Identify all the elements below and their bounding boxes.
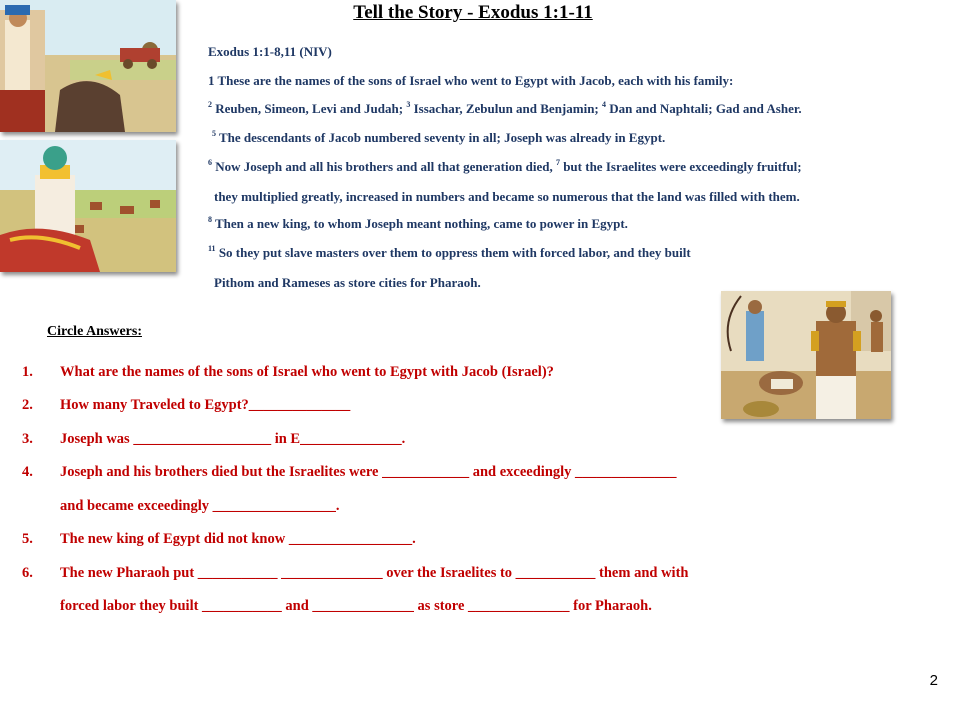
verse-line: Pithom and Rameses as store cities for Pharaoh. [214, 275, 481, 290]
page-title: Tell the Story - Exodus 1:1-11 [353, 2, 593, 23]
verse-line: $^8$ Then a new king, to whom Joseph meant nothing, came to power in Egypt. [208, 215, 628, 231]
scripture-reference: Exodus 1:1-8,11 (NIV) [208, 44, 332, 59]
question-5: 5. The new king of Egypt did not know _________________. [22, 531, 416, 547]
illustration-journey [0, 0, 176, 132]
question-4-continued: and became exceedingly _________________. [60, 498, 340, 514]
verse-line: $^6$ Now Joseph and all his brothers and all that generation died, $^7$ but the Israelites were exceedingly fruitful; [208, 158, 802, 174]
verse-line: they multiplied greatly, increased in numbers and became so numerous that the land was filled with them. [214, 189, 800, 204]
page-number: 2 [929, 672, 938, 689]
verse-line: 1 These are the names of the sons of Israel who went to Egypt with Jacob, each with his family: [208, 73, 734, 88]
verse-line: $^2$ Reuben, Simeon, Levi and Judah; $^3$ Issachar, Zebulun and Benjamin; $^4$ Dan and Naphtali; Gad and Asher. [208, 100, 802, 116]
circle-answers-heading: Circle Answers: [47, 324, 142, 339]
verse-line: $^5$ The descendants of Jacob numbered seventy in all; Joseph was already in Egypt. [212, 129, 666, 145]
verse-line: $^{11}$ So they put slave masters over them to oppress them with forced labor, and they built [208, 244, 691, 260]
question-3: 3. Joseph was ___________________ in E______________. [22, 431, 406, 447]
illustration-slave-labor [721, 291, 891, 419]
question-4: 4. Joseph and his brothers died but the Israelites were ____________ and exceedingly ______________ [22, 464, 677, 480]
illustration-joseph-chariot [0, 140, 176, 272]
question-6: 6. The new Pharaoh put ___________ ______________ over the Israelites to ___________ them and with [22, 565, 689, 581]
question-2: 2. How many Traveled to Egypt?______________ [22, 397, 351, 413]
question-6-continued: forced labor they built ___________ and ______________ as store ______________ for Pharaoh. [60, 598, 652, 614]
question-1: 1. What are the names of the sons of Israel who went to Egypt with Jacob (Israel)? [22, 364, 554, 380]
